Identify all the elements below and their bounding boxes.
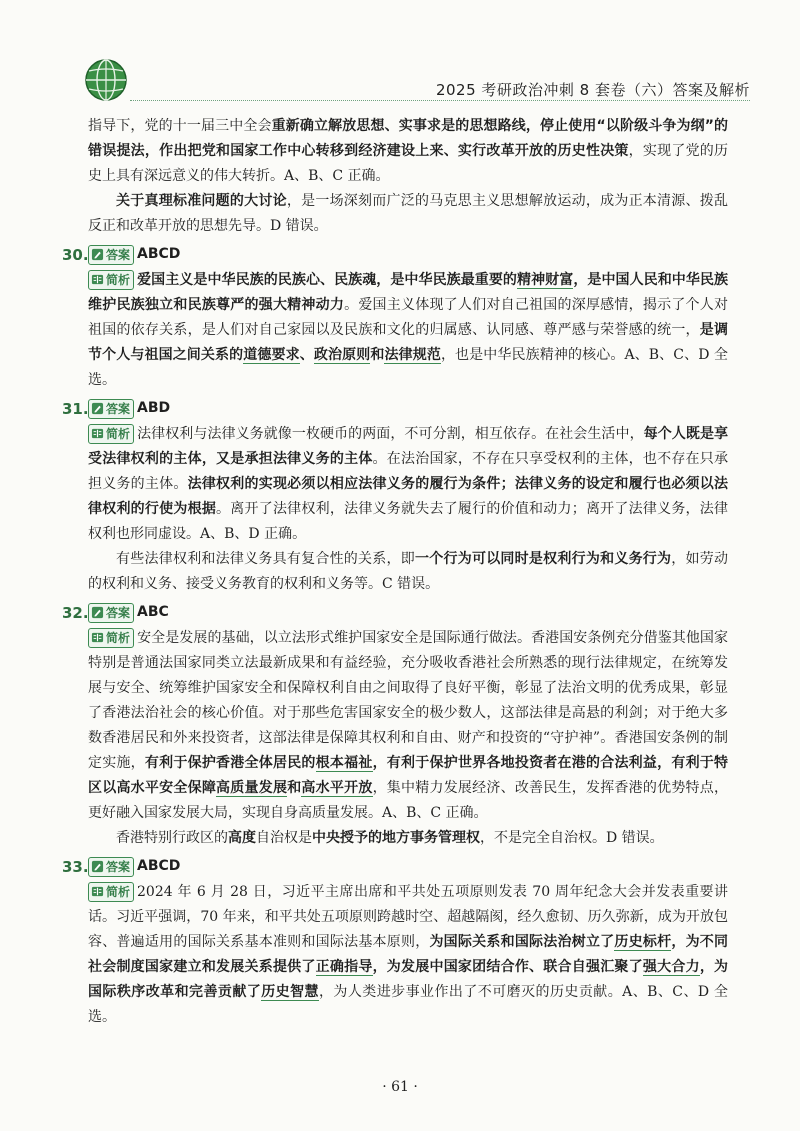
analysis-badge: [88, 882, 134, 902]
key-term: 高水平开放: [301, 780, 373, 796]
text-run: 。爱国主义体现了人们对自己祖国的深厚感情，揭示了个人对祖国的依存关系，是人们对自己家园以及民族和文化的归属感、认同感、尊严感与荣誉感的统一，: [88, 297, 729, 338]
question-number: 33.: [62, 858, 89, 876]
text-run: 。离开了法律权利，法律义务就失去了履行的价值和动力；离开了法律义务，法律权利也形同虚设。A、B、D 正确。: [88, 501, 728, 542]
emphasis-text: 和: [370, 347, 385, 363]
text-run: 有些法律权利和法律义务具有复合性的关系，即: [116, 551, 415, 567]
answer-label: 答案: [106, 247, 131, 262]
emphasis-text: 和: [287, 780, 302, 796]
key-term: 历史智慧: [261, 984, 319, 1000]
emphasis-text: ，作出把党和国家工作中心转移到经济建设上来、实行改革开放的历史性决策: [144, 143, 629, 159]
text-run: 指导下，党的十一届三中全会: [88, 118, 272, 134]
key-term: 正确指导: [315, 959, 373, 975]
text-run: 自治权是: [256, 830, 312, 846]
question-number: 31.: [62, 400, 89, 418]
pencil-icon: [91, 402, 106, 416]
text-run: ，不是完全自治权。D 错误。: [480, 830, 664, 846]
answer-badge: [88, 857, 134, 877]
text-run: 安全是发展的基础，以立法形式维护国家安全是国际通行做法。香港国安条例充分借鉴其他国家特别是普通法国家同类立法最新成果和有益经验，充分吸收香港社会所熟悉的现行法律规定，在统筹发展与安全、统筹维护国家安全和保障权利自由之间取得了良好平衡，彰显了法治文明的优秀成果，彰显了香港法治社会的核心价值。对于那些危害国家安全的极少数人，这部法律是高悬的利剑；对于绝大多数香港居民和外来投资者，这部法律是保障其权利和自由、财产和投资的“守护神”。香港国安条例的制定实施，: [88, 630, 728, 771]
analysis-paragraph: [88, 422, 728, 547]
answer-content: [62, 114, 729, 1030]
book-icon: [91, 427, 106, 441]
answer-badge: [88, 399, 134, 419]
analysis-paragraph: [88, 880, 728, 1030]
emphasis-text: 一个行为可以同时是权利行为和义务行为: [415, 551, 672, 567]
analysis-badge: [88, 424, 134, 444]
analysis-badge: [88, 270, 134, 290]
key-term: 法律规范: [384, 347, 441, 363]
pencil-icon: [91, 606, 106, 620]
emphasis-text: ，停止使用“以阶级斗争为纲”的错误提法: [88, 118, 729, 159]
emphasis-text: 爱国主义是中华民族的民族心、民族魂，是中华民族最重要的: [137, 272, 518, 288]
page-number: · 61 ·: [382, 1079, 418, 1095]
answer-label: 答案: [106, 401, 131, 416]
analysis-paragraph: [88, 268, 728, 393]
globe-icon: [84, 58, 128, 102]
book-icon: [91, 273, 106, 287]
text-run: 2024 年 6 月 28 日，习近平主席出席和平共处五项原则发表 70 周年纪念大会并发表重要讲话。习近平强调，70 年来，和平共处五项原则跨越时空、超越隔阂，经久愈韧、历久弥新，成为开放包容、普遍适用的国际关系基本准则和国际法基本原则，: [88, 884, 728, 950]
emphasis-text: ，有利于保护世界各地投资者在港的合法利益，有利于特区以高水平安全保障: [88, 755, 729, 796]
key-term: 政治原则: [313, 347, 371, 363]
emphasis-text: ，为国际秩序改革和完善贡献了: [88, 959, 729, 1000]
emphasis-text: 高度: [228, 830, 256, 846]
continuation-paragraph: [88, 114, 728, 189]
emphasis-text: 关于真理标准问题的大讨论: [116, 193, 287, 209]
page-header: [0, 0, 800, 110]
analysis-paragraph: [88, 826, 728, 851]
analysis-label: 简析: [106, 427, 131, 441]
text-run: ，为人类进步事业作出了不可磨灭的历史贡献。A、B、C、D 全选。: [88, 984, 729, 1025]
emphasis-text: 为国际关系和国际法治树立了: [429, 934, 615, 950]
answer-value: ABCD: [137, 246, 181, 262]
analysis-label: 简析: [106, 273, 131, 287]
key-term: 历史标杆: [614, 934, 672, 950]
text-run: ，也是中华民族精神的核心。A、B、C、D 全选。: [88, 347, 729, 388]
answer-value: ABCD: [137, 858, 181, 874]
emphasis-text: 每个人既是享受法律权利的主体，又是承担法律义务的主体: [88, 426, 729, 467]
emphasis-text: 中央授予的地方事务管理权: [312, 830, 480, 846]
analysis-paragraph: [88, 626, 728, 826]
continuation-paragraph: [88, 189, 728, 239]
text-run: 香港特别行政区的: [116, 830, 228, 846]
key-term: 强大合力: [642, 959, 700, 975]
emphasis-text: ，是中国人民和中华民族维护民族独立和民族尊严的强大精神动力: [88, 272, 729, 313]
emphasis-text: 重新确立解放思想、实事求是的思想路线: [271, 118, 526, 134]
answer-value: ABD: [137, 400, 171, 416]
pencil-icon: [91, 248, 106, 262]
answer-badge: [88, 603, 134, 623]
text-run: 法律权利与法律义务就像一枚硬币的两面，不可分割，相互依存。在社会生活中，: [137, 426, 644, 442]
question-answer-header: [62, 242, 728, 268]
answer-value: ABC: [137, 604, 169, 620]
header-divider: [130, 100, 750, 101]
header-title: 2025 考研政治冲刺 8 套卷（六）答案及解析: [435, 81, 750, 99]
text-run: 。在法治国家，不存在只享受权利的主体，也不存在只承担义务的主体。: [88, 451, 729, 492]
key-term: 道德要求: [243, 347, 300, 363]
key-term: 精神财富: [517, 272, 574, 288]
emphasis-text: 有利于保护香港全体居民的: [144, 755, 316, 771]
key-term: 根本福祉: [315, 755, 373, 771]
text-run: ，是一场深刻而广泛的马克思主义思想解放运动，成为正本清源、拨乱反正和改革开放的思想先导。D 错误。: [88, 193, 729, 234]
question-number: 32.: [62, 604, 89, 622]
question-list: [62, 242, 729, 1030]
answer-label: 答案: [106, 605, 131, 620]
question-answer-header: [62, 600, 728, 626]
text-run: ，如劳动的权利和义务、接受义务教育的权利和义务等。C 错误。: [88, 551, 729, 592]
emphasis-text: ，为发展中国家团结合作、联合自强汇聚了: [372, 959, 643, 975]
text-run: ，集中精力发展经济、改善民生，发挥香港的优势特点，更好融入国家发展大局，实现自身高质量发展。A、B、C 正确。: [88, 780, 729, 821]
analysis-label: 简析: [106, 631, 131, 645]
answer-badge: [88, 245, 134, 265]
answer-label: 答案: [106, 859, 131, 874]
emphasis-text: 、: [299, 347, 314, 363]
analysis-label: 简析: [106, 885, 131, 899]
question-answer-header: [62, 396, 728, 422]
emphasis-text: 是调节个人与祖国之间关系的: [88, 322, 729, 363]
emphasis-text: 法律权利的实现必须以相应法律义务的履行为条件；法律义务的设定和履行也必须以法律权利的行使为根据: [88, 476, 729, 517]
emphasis-text: ，为不同社会制度国家建立和发展关系提供了: [88, 934, 729, 975]
text-run: ，实现了党的历史上具有深远意义的伟大转折。A、B、C 正确。: [88, 143, 729, 184]
book-icon: [91, 885, 106, 899]
question-answer-header: [62, 854, 728, 880]
key-term: 高质量发展: [216, 780, 288, 796]
pencil-icon: [91, 860, 106, 874]
analysis-badge: [88, 628, 134, 648]
analysis-paragraph: [88, 547, 728, 597]
book-icon: [91, 631, 106, 645]
question-number: 30.: [62, 246, 89, 264]
